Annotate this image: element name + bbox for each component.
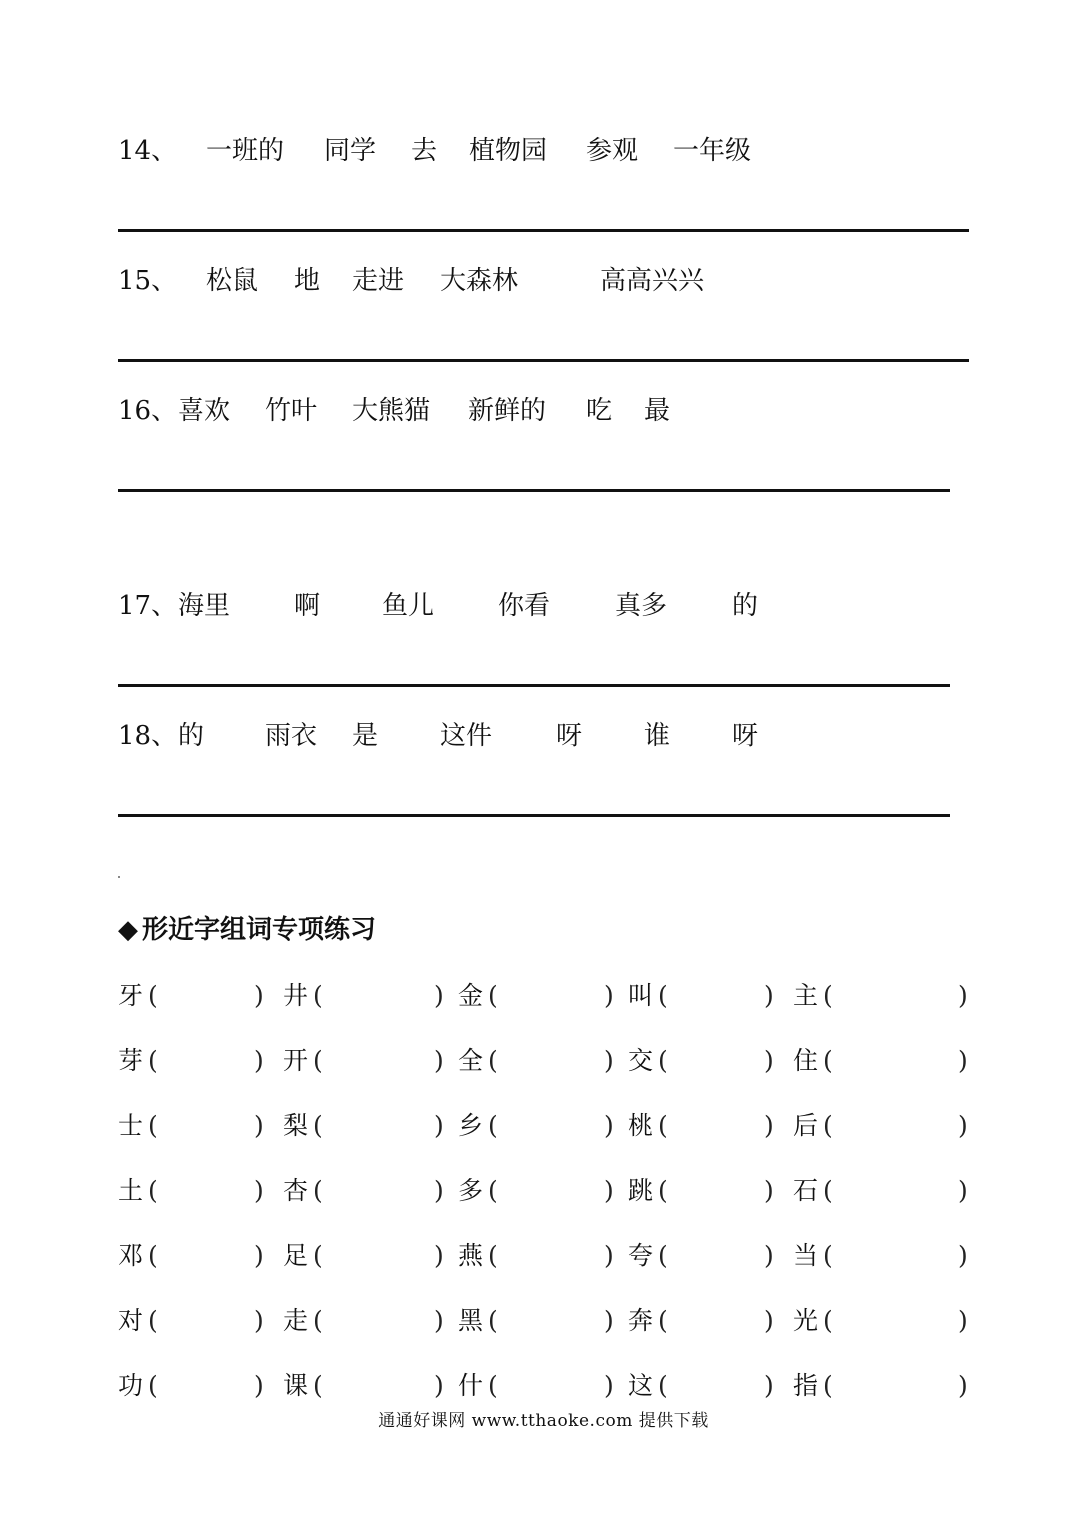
word-chip: 啊 <box>294 591 321 621</box>
close-paren: ) <box>958 981 968 1010</box>
diamond-icon: ◆ <box>118 915 138 945</box>
word-chip: 一年级 <box>673 136 752 166</box>
section-title <box>118 914 376 946</box>
grid-cell[interactable] <box>283 1110 448 1142</box>
grid-row <box>118 1175 978 1207</box>
close-paren: ) <box>254 1371 264 1400</box>
word-chip: 呀 <box>732 721 759 751</box>
grid-character: 这 <box>628 1371 654 1400</box>
grid-cell[interactable] <box>118 1175 268 1207</box>
close-paren: ) <box>604 1371 614 1400</box>
close-paren: ) <box>434 1306 444 1335</box>
word-chip: 松鼠 <box>206 266 259 296</box>
close-paren: ) <box>958 1046 968 1075</box>
close-paren: ) <box>604 1176 614 1205</box>
open-paren: ( <box>313 1046 323 1075</box>
word-chip: 高高兴兴 <box>600 266 705 296</box>
grid-cell[interactable] <box>118 980 268 1012</box>
word-chip: 海里 <box>178 591 231 621</box>
word-chip: 新鲜的 <box>468 396 547 426</box>
open-paren: ( <box>313 1241 323 1270</box>
open-paren: ( <box>488 1306 498 1335</box>
open-paren: ( <box>313 1306 323 1335</box>
close-paren: ) <box>958 1111 968 1140</box>
grid-row <box>118 1240 978 1272</box>
open-paren: ( <box>823 1176 833 1205</box>
open-paren: ( <box>488 981 498 1010</box>
word-chip: 同学 <box>324 136 377 166</box>
grid-cell[interactable] <box>118 1045 268 1077</box>
close-paren: ) <box>958 1241 968 1270</box>
open-paren: ( <box>823 1306 833 1335</box>
close-paren: ) <box>764 1371 774 1400</box>
open-paren: ( <box>658 1176 668 1205</box>
answer-line[interactable] <box>118 814 950 817</box>
grid-row <box>118 980 978 1012</box>
grid-character: 光 <box>793 1306 819 1335</box>
grid-character: 对 <box>118 1306 144 1335</box>
open-paren: ( <box>488 1371 498 1400</box>
open-paren: ( <box>313 1371 323 1400</box>
grid-cell[interactable] <box>793 1370 972 1402</box>
open-paren: ( <box>823 1241 833 1270</box>
word-chip: 植物园 <box>469 136 548 166</box>
open-paren: ( <box>488 1111 498 1140</box>
grid-character: 桃 <box>628 1111 654 1140</box>
grid-cell[interactable] <box>458 1045 618 1077</box>
grid-character: 黑 <box>458 1306 484 1335</box>
grid-character: 课 <box>283 1371 309 1400</box>
open-paren: ( <box>823 1371 833 1400</box>
grid-character: 足 <box>283 1241 309 1270</box>
grid-character: 乡 <box>458 1111 484 1140</box>
close-paren: ) <box>254 1111 264 1140</box>
grid-character: 芽 <box>118 1046 144 1075</box>
word-chip: 你看 <box>498 591 551 621</box>
word-chip: 雨衣 <box>265 721 318 751</box>
grid-cell[interactable] <box>628 1240 778 1272</box>
question-number: 14、 <box>118 136 178 166</box>
open-paren: ( <box>148 1241 158 1270</box>
open-paren: ( <box>488 1241 498 1270</box>
word-chip: 的 <box>178 721 205 751</box>
grid-character: 主 <box>793 981 819 1010</box>
open-paren: ( <box>148 1046 158 1075</box>
question-number: 17、 <box>118 591 178 621</box>
open-paren: ( <box>148 1371 158 1400</box>
grid-character: 走 <box>283 1306 309 1335</box>
grid-row <box>118 1370 978 1402</box>
close-paren: ) <box>764 1046 774 1075</box>
grid-character: 跳 <box>628 1176 654 1205</box>
answer-line[interactable] <box>118 684 950 687</box>
open-paren: ( <box>313 1176 323 1205</box>
close-paren: ) <box>604 1306 614 1335</box>
open-paren: ( <box>148 1111 158 1140</box>
close-paren: ) <box>254 1306 264 1335</box>
answer-line[interactable] <box>118 359 969 362</box>
word-chip: 一班的 <box>206 136 285 166</box>
open-paren: ( <box>658 1306 668 1335</box>
grid-character: 夸 <box>628 1241 654 1270</box>
grid-character: 当 <box>793 1241 819 1270</box>
word-chip: 这件 <box>440 721 493 751</box>
grid-cell[interactable] <box>793 1240 972 1272</box>
close-paren: ) <box>254 1176 264 1205</box>
open-paren: ( <box>148 1176 158 1205</box>
grid-character: 井 <box>283 981 309 1010</box>
grid-cell[interactable] <box>458 1305 618 1337</box>
close-paren: ) <box>434 1241 444 1270</box>
close-paren: ) <box>764 981 774 1010</box>
word-chip: 的 <box>732 591 759 621</box>
grid-cell[interactable] <box>793 980 972 1012</box>
word-chip: 去 <box>411 136 438 166</box>
grid-cell[interactable] <box>458 1175 618 1207</box>
grid-character: 什 <box>458 1371 484 1400</box>
word-chip: 地 <box>294 266 321 296</box>
section-title-text: 形近字组词专项练习 <box>142 915 377 945</box>
grid-cell[interactable] <box>628 1305 778 1337</box>
grid-cell[interactable] <box>793 1175 972 1207</box>
grid-character: 杏 <box>283 1176 309 1205</box>
open-paren: ( <box>658 1371 668 1400</box>
question-number: 15、 <box>118 266 178 296</box>
close-paren: ) <box>604 1241 614 1270</box>
close-paren: ) <box>958 1306 968 1335</box>
close-paren: ) <box>434 1371 444 1400</box>
word-chip: 最 <box>644 396 671 426</box>
open-paren: ( <box>148 981 158 1010</box>
grid-cell[interactable] <box>283 1175 448 1207</box>
word-chip: 竹叶 <box>265 396 318 426</box>
grid-cell[interactable] <box>628 980 778 1012</box>
grid-character: 石 <box>793 1176 819 1205</box>
word-chip: 鱼儿 <box>382 591 435 621</box>
grid-character: 燕 <box>458 1241 484 1270</box>
grid-character: 交 <box>628 1046 654 1075</box>
close-paren: ) <box>434 1111 444 1140</box>
open-paren: ( <box>658 981 668 1010</box>
grid-cell[interactable] <box>793 1110 972 1142</box>
open-paren: ( <box>823 1111 833 1140</box>
grid-cell[interactable] <box>793 1045 972 1077</box>
grid-cell[interactable] <box>793 1305 972 1337</box>
open-paren: ( <box>658 1111 668 1140</box>
grid-cell[interactable] <box>283 1240 448 1272</box>
grid-character: 牙 <box>118 981 144 1010</box>
grid-character: 多 <box>458 1176 484 1205</box>
word-chip: 走进 <box>352 266 405 296</box>
grid-character: 邓 <box>118 1241 144 1270</box>
word-chip: 谁 <box>644 721 671 751</box>
close-paren: ) <box>958 1371 968 1400</box>
grid-cell[interactable] <box>118 1240 268 1272</box>
word-chip: 吃 <box>586 396 613 426</box>
word-chip: 呀 <box>556 721 583 751</box>
close-paren: ) <box>764 1176 774 1205</box>
close-paren: ) <box>254 1046 264 1075</box>
close-paren: ) <box>254 1241 264 1270</box>
page-footer: 通通好课网 www.tthaoke.com 提供下载 <box>378 1411 709 1431</box>
answer-line[interactable] <box>118 229 969 232</box>
open-paren: ( <box>823 981 833 1010</box>
close-paren: ) <box>958 1176 968 1205</box>
question-number: 18、 <box>118 721 178 751</box>
grid-character: 土 <box>118 1176 144 1205</box>
close-paren: ) <box>604 1111 614 1140</box>
grid-cell[interactable] <box>458 1110 618 1142</box>
grid-cell[interactable] <box>458 980 618 1012</box>
close-paren: ) <box>604 981 614 1010</box>
grid-cell[interactable] <box>283 980 448 1012</box>
grid-character: 士 <box>118 1111 144 1140</box>
close-paren: ) <box>764 1241 774 1270</box>
grid-character: 金 <box>458 981 484 1010</box>
grid-character: 全 <box>458 1046 484 1075</box>
grid-character: 叫 <box>628 981 654 1010</box>
open-paren: ( <box>148 1306 158 1335</box>
open-paren: ( <box>313 1111 323 1140</box>
grid-cell[interactable] <box>628 1175 778 1207</box>
close-paren: ) <box>254 981 264 1010</box>
word-chip: 大森林 <box>440 266 519 296</box>
word-chip: 真多 <box>615 591 668 621</box>
grid-cell[interactable] <box>118 1370 268 1402</box>
grid-row <box>118 1110 978 1142</box>
word-chip: 喜欢 <box>178 396 231 426</box>
grid-cell[interactable] <box>628 1045 778 1077</box>
grid-cell[interactable] <box>458 1240 618 1272</box>
grid-character: 开 <box>283 1046 309 1075</box>
word-chip: 是 <box>352 721 379 751</box>
grid-character: 后 <box>793 1111 819 1140</box>
grid-character: 住 <box>793 1046 819 1075</box>
grid-cell[interactable] <box>283 1305 448 1337</box>
open-paren: ( <box>823 1046 833 1075</box>
close-paren: ) <box>434 1176 444 1205</box>
grid-character: 梨 <box>283 1111 309 1140</box>
grid-character: 指 <box>793 1371 819 1400</box>
grid-cell[interactable] <box>118 1110 268 1142</box>
open-paren: ( <box>488 1046 498 1075</box>
grid-cell[interactable] <box>118 1305 268 1337</box>
grid-character: 奔 <box>628 1306 654 1335</box>
grid-character: 功 <box>118 1371 144 1400</box>
open-paren: ( <box>488 1176 498 1205</box>
grid-cell[interactable] <box>283 1045 448 1077</box>
answer-line[interactable] <box>118 489 950 492</box>
word-chip: 大熊猫 <box>352 396 431 426</box>
grid-cell[interactable] <box>628 1110 778 1142</box>
close-paren: ) <box>764 1306 774 1335</box>
grid-cell[interactable] <box>283 1370 448 1402</box>
close-paren: ) <box>604 1046 614 1075</box>
word-chip: 参观 <box>586 136 639 166</box>
close-paren: ) <box>764 1111 774 1140</box>
close-paren: ) <box>434 1046 444 1075</box>
grid-cell[interactable] <box>628 1370 778 1402</box>
stray-dot <box>118 876 120 878</box>
grid-row <box>118 1045 978 1077</box>
open-paren: ( <box>658 1046 668 1075</box>
open-paren: ( <box>313 981 323 1010</box>
grid-cell[interactable] <box>458 1370 618 1402</box>
question-number: 16、 <box>118 396 178 426</box>
open-paren: ( <box>658 1241 668 1270</box>
grid-row <box>118 1305 978 1337</box>
close-paren: ) <box>434 981 444 1010</box>
